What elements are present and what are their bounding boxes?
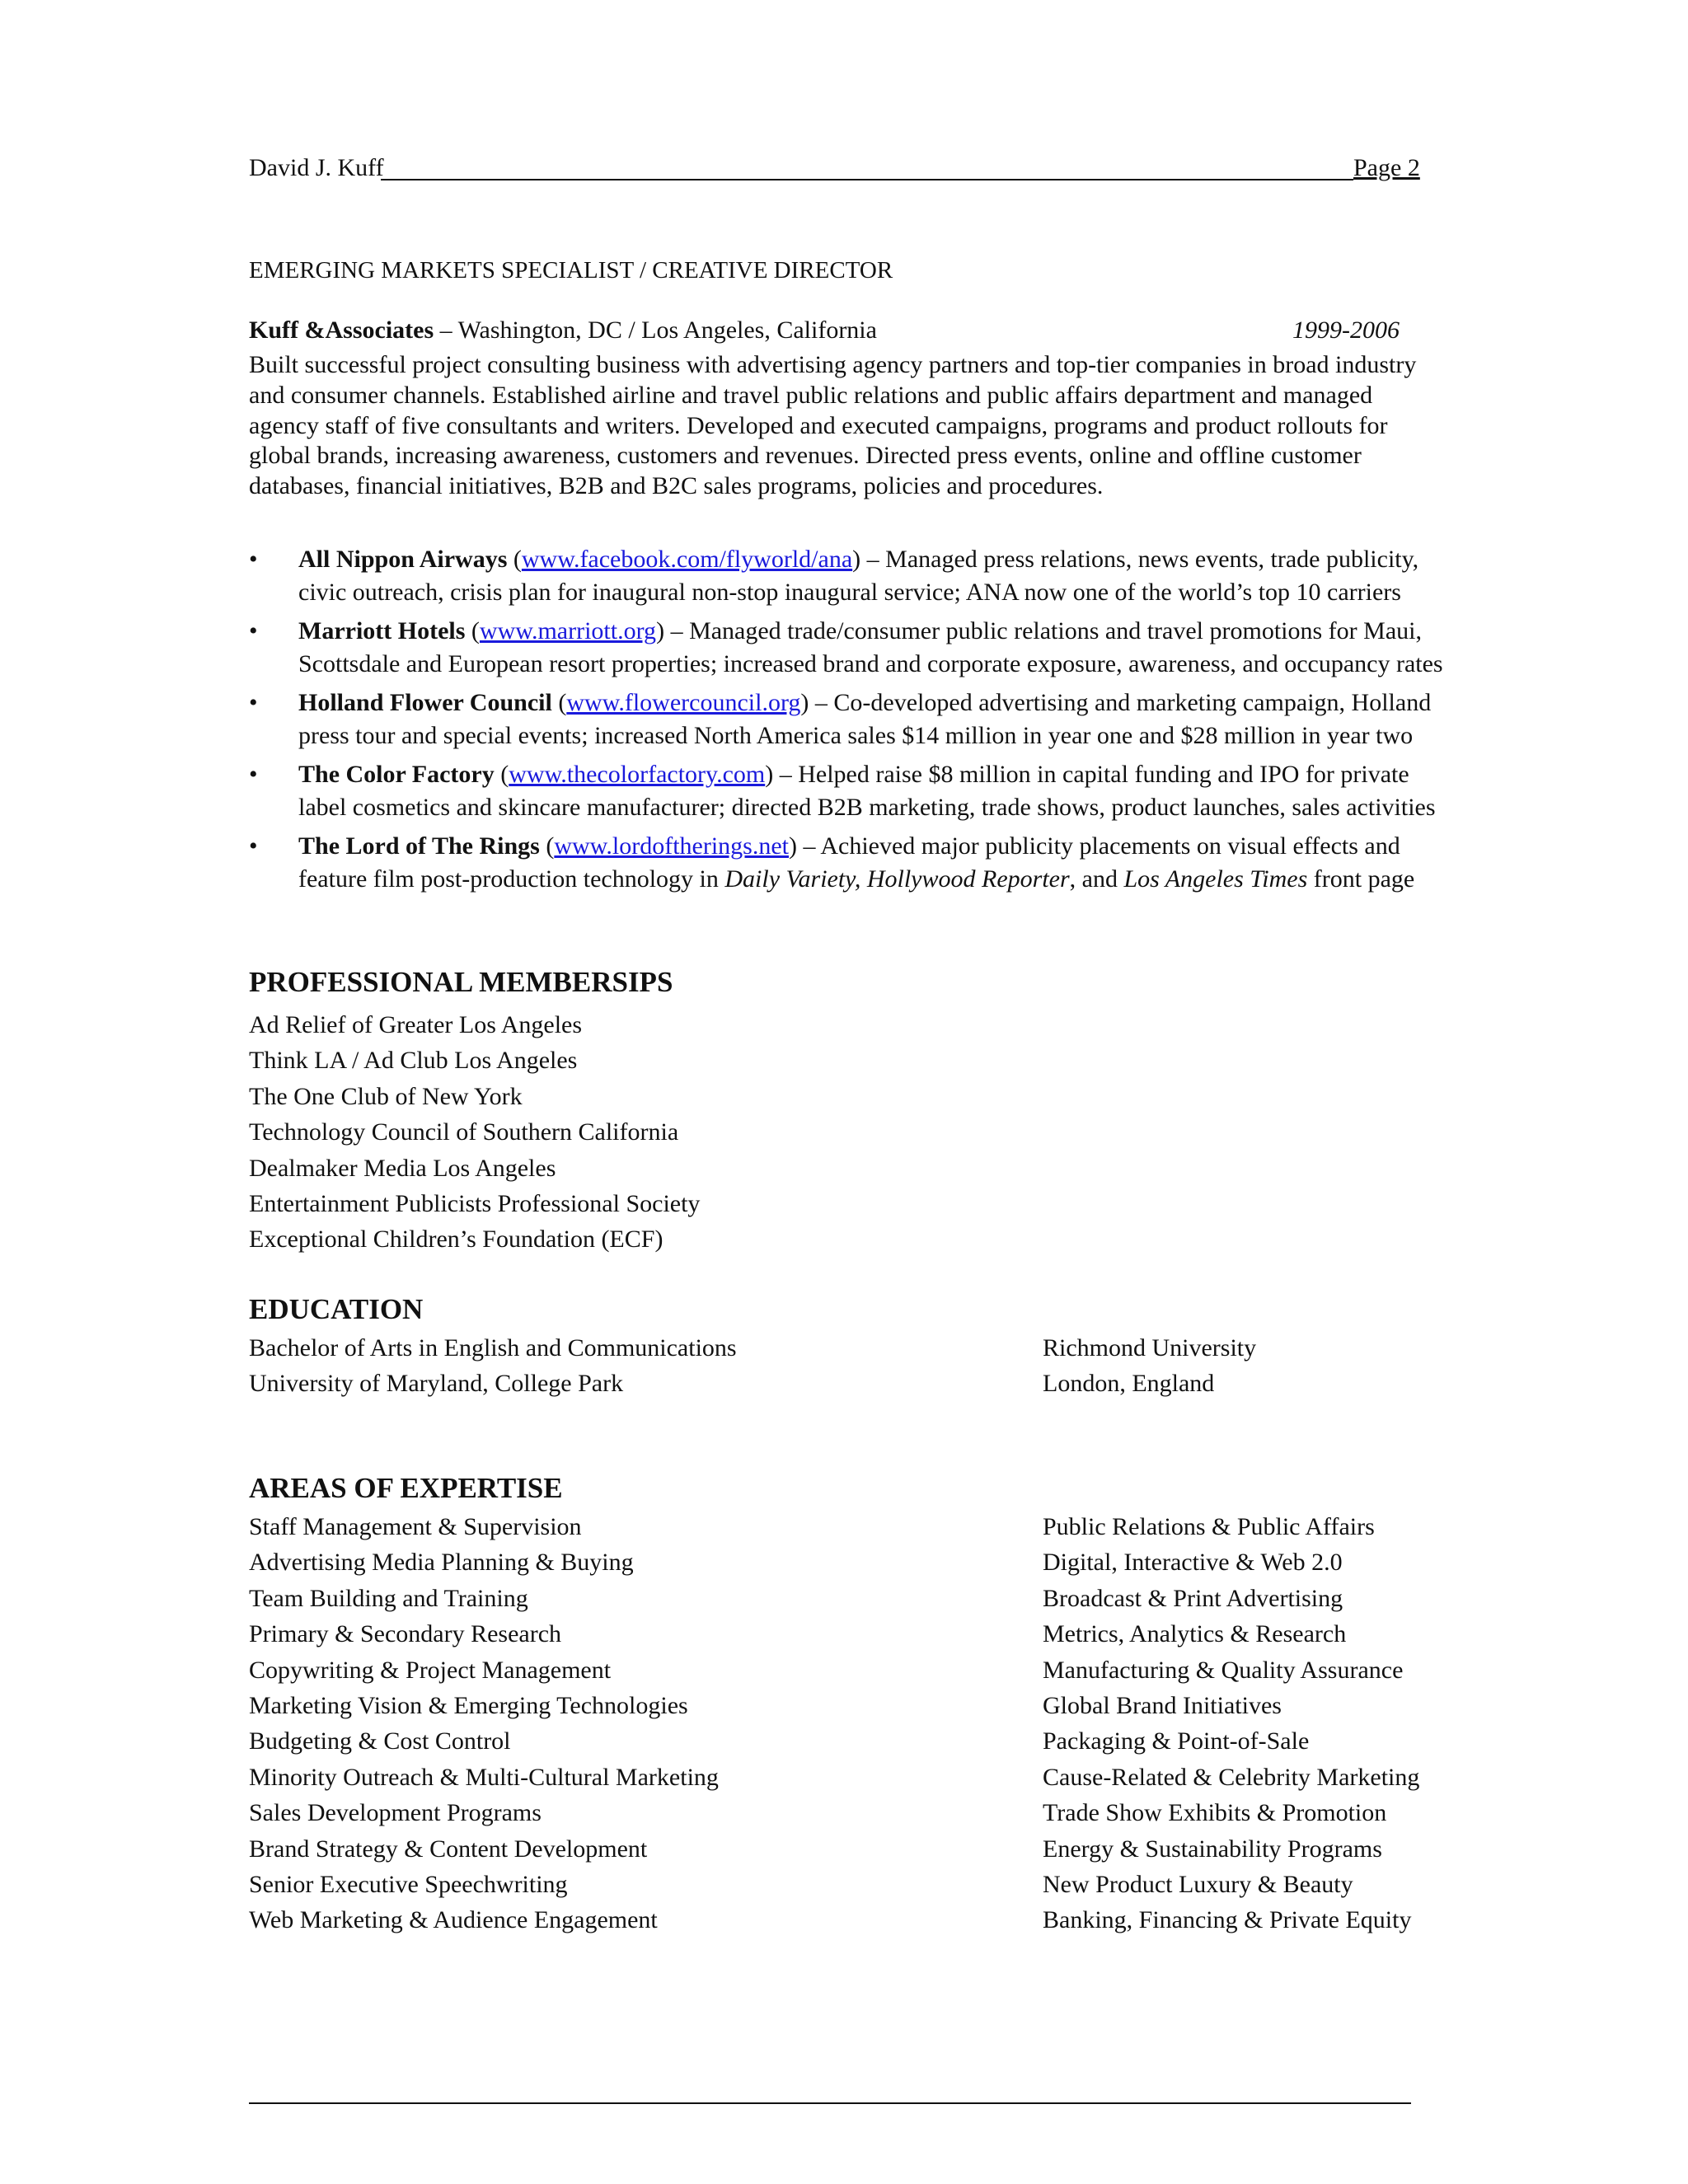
school-location: London, England <box>1043 1370 1215 1398</box>
bullet-icon: • <box>249 689 258 716</box>
list-item: Global Brand Initiatives <box>1043 1692 1282 1720</box>
list-item: Senior Executive Speechwriting <box>249 1871 568 1899</box>
client-item: The Lord of The Rings (www.lordoftherings.net) – Achieved major publicity placements on visual effects and feature film post-production technology in Daily Variety, Hollywood Reporter, and Los Angeles Times front page <box>298 832 1415 893</box>
client-item: Marriott Hotels (www.marriott.org) – Managed trade/consumer public relations and travel promotions for Maui, Scottsdale and European resort properties; increased brand and corporate exposure, awareness, and occupancy rates <box>298 617 1443 677</box>
list-item: Think LA / Ad Club Los Angeles <box>249 1047 578 1075</box>
education-heading: EDUCATION <box>249 1293 424 1325</box>
list-item: Staff Management & Supervision <box>249 1513 582 1540</box>
client-name: All Nippon Airways <box>298 546 508 573</box>
client-name: The Lord of The Rings <box>298 832 540 860</box>
list-item: Cause-Related & Celebrity Marketing <box>1043 1763 1420 1791</box>
list-item: Packaging & Point-of-Sale <box>1043 1727 1310 1755</box>
list-item: The One Club of New York <box>249 1082 523 1110</box>
education-right <box>1043 1330 1256 1402</box>
education-left <box>249 1330 737 1402</box>
client-name: The Color Factory <box>298 761 495 788</box>
publication-name: Daily Variety, Hollywood Reporter <box>724 865 1070 893</box>
list-item: Sales Development Programs <box>249 1799 542 1827</box>
client-desc: – Achieved major publicity placements on visual effects and feature film post-production technology in <box>298 832 1400 893</box>
client-desc: – Co-developed advertising and marketing campaign, Holland press tour and special events; increased North America sales $14 million in year one and $28 million in year two <box>298 689 1432 749</box>
bullet-icon: • <box>249 546 258 573</box>
bullet-icon: • <box>249 832 258 860</box>
list-item: Dealmaker Media Los Angeles <box>249 1154 556 1182</box>
list-item: Energy & Sustainability Programs <box>1043 1835 1382 1863</box>
list-item: Primary & Secondary Research <box>249 1620 562 1648</box>
bullet-icon: • <box>249 617 258 644</box>
memberships-heading: PROFESSIONAL MEMBERSIPS <box>249 966 673 998</box>
memberships-list <box>249 1007 700 1258</box>
list-item: Web Marketing & Audience Engagement <box>249 1906 658 1934</box>
list-item: Manufacturing & Quality Assurance <box>1043 1656 1404 1684</box>
publication-name: Los Angeles Times <box>1123 865 1308 893</box>
client-item: All Nippon Airways (www.facebook.com/flyworld/ana) – Managed press relations, news events, trade publicity, civic outreach, crisis plan for inaugural non-stop inaugural service; ANA now one of the world’s top 10 carriers <box>298 546 1419 606</box>
client-item: Holland Flower Council (www.flowercouncil.org) – Co-developed advertising and marketing campaign, Holland press tour and special events; increased North America sales $14 million in year one and $28 million in year two <box>298 689 1432 749</box>
client-link[interactable]: www.lordoftherings.net <box>554 832 790 860</box>
job-title: EMERGING MARKETS SPECIALIST / CREATIVE DIRECTOR <box>249 257 893 284</box>
client-name: Holland Flower Council <box>298 689 552 716</box>
footer-rule <box>249 2102 1411 2104</box>
list-item: Broadcast & Print Advertising <box>1043 1584 1343 1612</box>
degree: Bachelor of Arts in English and Communications <box>249 1334 737 1361</box>
client-desc: – Helped raise $8 million in capital funding and IPO for private label cosmetics and skincare manufacturer; directed B2B marketing, trade shows, product launches, sales activities <box>298 761 1436 821</box>
client-item: The Color Factory (www.thecolorfactory.com) – Helped raise $8 million in capital funding and IPO for private label cosmetics and skincare manufacturer; directed B2B marketing, trade shows, product launches, sales activities <box>298 761 1436 821</box>
list-item: New Product Luxury & Beauty <box>1043 1871 1353 1899</box>
list-item: Public Relations & Public Affairs <box>1043 1513 1375 1540</box>
page-number: Page 2 <box>1353 154 1420 181</box>
header-rule <box>381 179 1353 180</box>
list-item: Brand Strategy & Content Development <box>249 1835 648 1863</box>
client-desc: – Managed trade/consumer public relations and travel promotions for Maui, Scottsdale and European resort properties; increased brand and corporate exposure, awareness, and occupancy rates <box>298 617 1443 677</box>
header-name: David J. Kuff <box>249 154 384 181</box>
list-item: Ad Relief of Greater Los Angeles <box>249 1011 583 1038</box>
job-employer-line <box>249 315 877 345</box>
expertise-heading: AREAS OF EXPERTISE <box>249 1472 563 1504</box>
client-link[interactable]: www.flowercouncil.org <box>566 689 801 716</box>
client-desc-end: front page <box>1307 865 1415 893</box>
expertise-left <box>249 1509 719 1938</box>
job-summary: Built successful project consulting business with advertising agency partners and top-tier companies in broad industry and consumer channels. Established airline and travel public relations and public affairs department and managed agency staff of five consultants and writers. Developed and executed campaigns, programs and product rollouts for global brands, increasing awareness, customers and revenues. Directed press events, online and offline customer databases, financial initiatives, B2B and B2C sales programs, policies and procedures. <box>249 351 1417 500</box>
bullet-icon: • <box>249 761 258 788</box>
list-item: Digital, Interactive & Web 2.0 <box>1043 1549 1343 1577</box>
list-item: Exceptional Children’s Foundation (ECF) <box>249 1226 663 1254</box>
list-item: Team Building and Training <box>249 1584 528 1612</box>
list-item: Banking, Financing & Private Equity <box>1043 1906 1412 1934</box>
company-name: Kuff &Associates <box>249 316 434 344</box>
client-desc-join: , and <box>1069 865 1124 893</box>
expertise-right <box>1043 1509 1419 1938</box>
client-desc: – Managed press relations, news events, trade publicity, civic outreach, crisis plan for inaugural non-stop inaugural service; ANA now one of the world’s top 10 carriers <box>298 546 1419 606</box>
list-item: Metrics, Analytics & Research <box>1043 1620 1347 1648</box>
job-dates: 1999-2006 <box>1292 316 1400 344</box>
list-item: Marketing Vision & Emerging Technologies <box>249 1692 688 1720</box>
company-location: – Washington, DC / Los Angeles, California <box>434 316 877 344</box>
list-item: Trade Show Exhibits & Promotion <box>1043 1799 1387 1827</box>
client-link[interactable]: www.facebook.com/flyworld/ana <box>521 546 853 573</box>
list-item: Advertising Media Planning & Buying <box>249 1549 634 1577</box>
client-name: Marriott Hotels <box>298 617 466 644</box>
client-link[interactable]: www.marriott.org <box>479 617 657 644</box>
list-item: Technology Council of Southern California <box>249 1118 679 1146</box>
list-item: Entertainment Publicists Professional Society <box>249 1190 701 1218</box>
list-item: Copywriting & Project Management <box>249 1656 612 1684</box>
list-item: Budgeting & Cost Control <box>249 1727 511 1755</box>
school: Richmond University <box>1043 1334 1257 1361</box>
list-item: Minority Outreach & Multi-Cultural Marketing <box>249 1763 719 1791</box>
school: University of Maryland, College Park <box>249 1370 624 1398</box>
client-link[interactable]: www.thecolorfactory.com <box>509 761 766 788</box>
